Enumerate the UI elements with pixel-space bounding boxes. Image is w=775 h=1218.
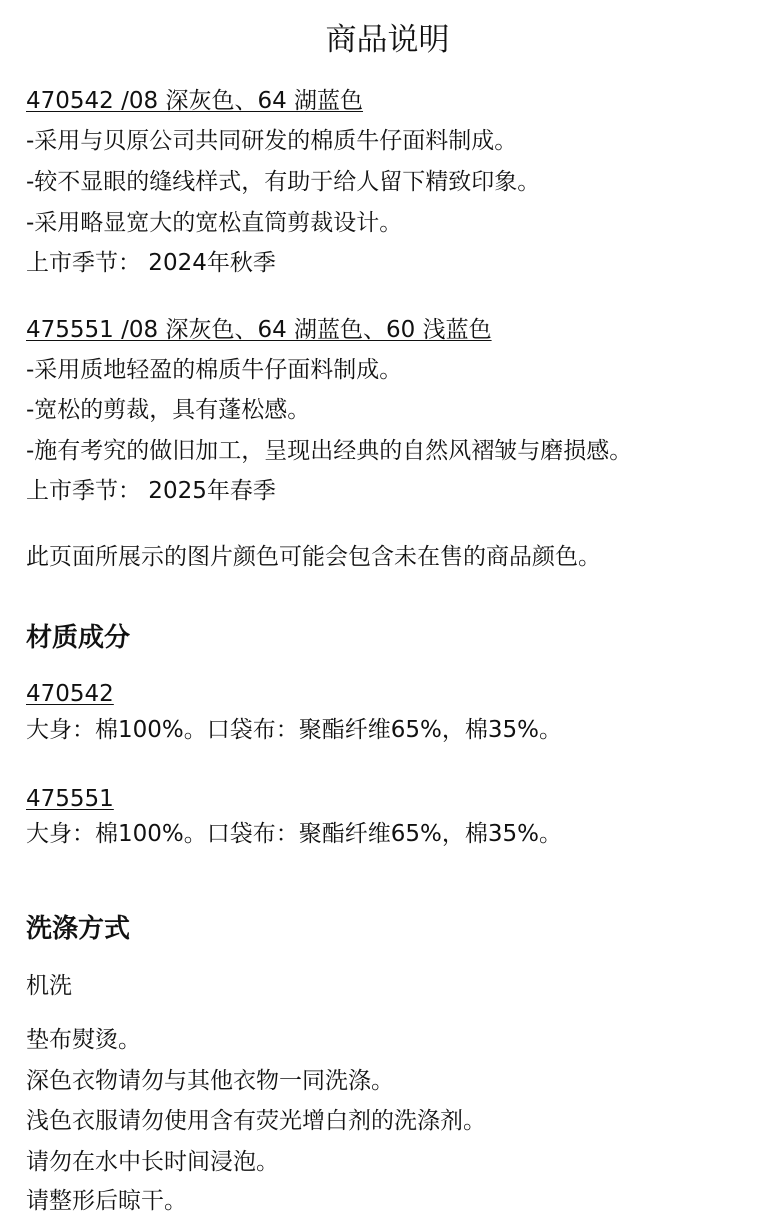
washing-instruction: 请勿在水中长时间浸泡。 [26,1149,279,1175]
washing-instruction: 浅色衣服请勿使用含有荧光增白剂的洗涤剂。 [26,1108,486,1134]
product-heading-475551: 475551 /08 深灰色、64 湖蓝色、60 浅蓝色 [26,317,492,343]
material-composition: 大身：棉100%。口袋布：聚酯纤维65%，棉35%。 [26,821,562,847]
material-code: 475551 [26,786,114,812]
release-season: 上市季节： 2024年秋季 [26,250,276,276]
washing-section-heading: 洗涤方式 [26,914,131,944]
product-heading-470542: 470542 /08 深灰色、64 湖蓝色 [26,88,364,114]
product-feature: -采用略显宽大的宽松直筒剪裁设计。 [26,210,403,236]
washing-instruction: 垫布熨烫。 [26,1027,141,1053]
material-composition: 大身：棉100%。口袋布：聚酯纤维65%，棉35%。 [26,717,562,743]
product-feature: -采用与贝原公司共同研发的棉质牛仔面料制成。 [26,128,518,154]
washing-instruction: 深色衣物请勿与其他衣物一同洗涤。 [26,1068,394,1094]
product-feature: -宽松的剪裁，具有蓬松感。 [26,397,311,423]
color-disclaimer: 此页面所展示的图片颜色可能会包含未在售的商品颜色。 [26,544,601,570]
release-season: 上市季节： 2025年春季 [26,478,276,504]
product-feature: -较不显眼的缝线样式，有助于给人留下精致印象。 [26,169,541,195]
washing-instruction: 请整形后晾干。 [26,1188,187,1214]
page-title: 商品说明 [325,22,450,58]
material-code: 470542 [26,681,114,707]
product-feature: -施有考究的做旧加工，呈现出经典的自然风褶皱与磨损感。 [26,438,633,464]
washing-method: 机洗 [26,973,72,999]
product-feature: -采用质地轻盈的棉质牛仔面料制成。 [26,357,403,383]
material-section-heading: 材质成分 [26,623,131,653]
